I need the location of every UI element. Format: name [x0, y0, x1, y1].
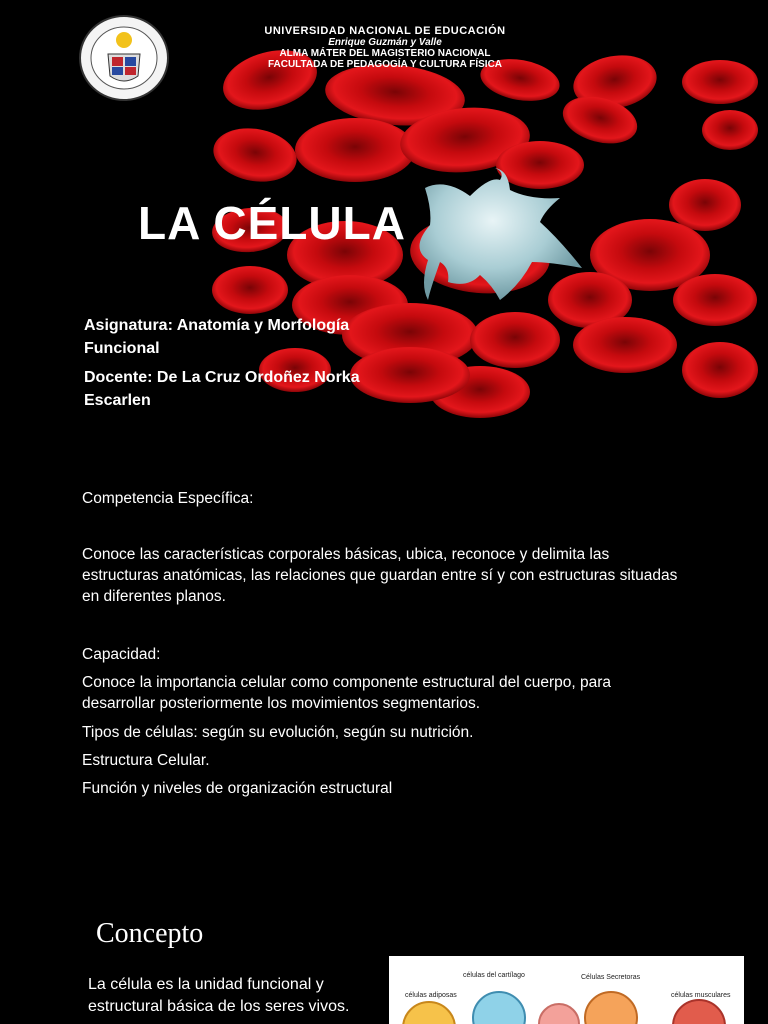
red-blood-cell [682, 60, 758, 104]
red-blood-cell [702, 110, 758, 150]
epithelial-cell-sample [539, 1004, 579, 1024]
faculty-name: FACULTADA DE PEDAGOGÍA Y CULTURA FÍSICA [267, 59, 503, 70]
red-blood-cell [682, 342, 758, 398]
red-blood-cell [209, 122, 301, 188]
title-prefix: LA [138, 197, 200, 249]
subject-line: Asignatura: Anatomía y Morfología Funcional [84, 317, 350, 357]
alma-mater: ALMA MÁTER DEL MAGISTERIO NACIONAL [279, 48, 491, 59]
university-seal [78, 14, 170, 102]
capacidad-item-1: Conoce la importancia celular como componente estructural del cuerpo, para desarrollar posteriormente los movimientos segmentarios. [82, 674, 612, 712]
competencia-text: Conoce las características corporales básicas, ubica, reconoce y delimita las estructuras anatómicas, las relaciones que guardan entre sí y con estructuras situadas en diferentes planos. [82, 546, 678, 605]
university-header [190, 26, 580, 70]
competencia-heading: Competencia Específica: [82, 490, 254, 507]
cell-samples-illustration [389, 956, 744, 1024]
red-blood-cell [669, 179, 741, 231]
page-title [138, 196, 406, 250]
concepto-text: La célula es la unidad funcional y estructural básica de los seres vivos. [88, 976, 350, 1015]
red-blood-cell [212, 266, 288, 314]
university-name: UNIVERSIDAD NACIONAL DE EDUCACIÓN [264, 25, 506, 37]
founder-name: Enrique Guzmán y Valle [328, 37, 442, 48]
title-main: CÉLULA [213, 197, 406, 249]
secretory-cell-sample [585, 992, 637, 1024]
cell-types-diagram [389, 956, 744, 1024]
red-blood-cell [496, 141, 584, 189]
concepto-heading: Concepto [96, 918, 204, 949]
adipose-cell-sample [403, 1002, 455, 1024]
capacidad-item-4: Función y niveles de organización estructural [82, 780, 393, 797]
label-muscle: células musculares [671, 992, 731, 999]
muscle-cell-sample [673, 1000, 725, 1024]
label-secretory: Células Secretoras [581, 974, 641, 981]
label-cartilage: células del cartílago [463, 972, 525, 979]
capacidad-item-2: Tipos de células: según su evolución, según su nutrición. [82, 724, 474, 741]
label-adipose: células adiposas [405, 992, 457, 999]
red-blood-cell [673, 274, 757, 326]
red-blood-cell [470, 312, 560, 368]
capacidad-heading: Capacidad: [82, 646, 161, 663]
red-blood-cell [295, 118, 415, 182]
title-slide [0, 0, 768, 440]
red-blood-cell [573, 317, 677, 373]
capacidad-item-3: Estructura Celular. [82, 752, 210, 769]
cartilage-cell-sample [473, 992, 525, 1024]
teacher-line: Docente: De La Cruz Ordoñez Norka Escarlen [84, 369, 360, 409]
